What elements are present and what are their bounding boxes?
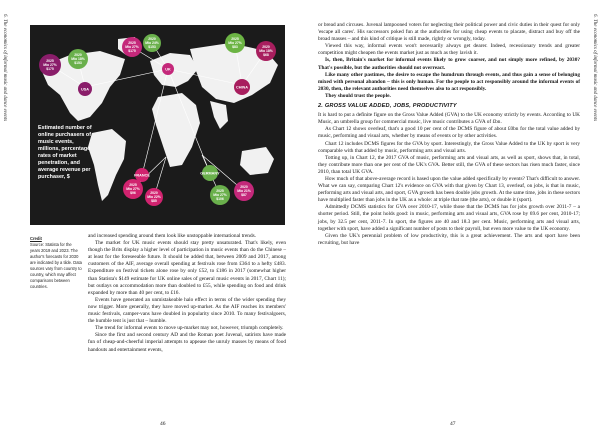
china-2025-year: 2025 [231, 37, 239, 41]
paragraph: Events have generated an unmistakeable halo effect in terms of the wider spending they now trigger. More generally, they have moved up-market. As the AIF reaches its members' music festivals, camper-vans have doubled in popularity since 2010. To many festivalgoers, the humble tent is just that – humble. [88, 296, 286, 325]
germany-2020-revenue: $87 [241, 193, 247, 197]
germany-2020-year: 2020 [240, 185, 248, 189]
uk-2020-year: 2020 [148, 37, 156, 41]
paragraph-bold: Is, then, Britain's market for informal events likely to grow coarser, and not simply more refined, by 2030? That's possible, but the authorities should not overreact. [318, 57, 580, 71]
paragraph: The market for UK music events should stay pretty unsaturated. That's likely, even though the Brits display a higher level of participation in music events than do the Chinese – at least for the foreseeable future. It should be added that, between 2009 and 2017, among customers of the AIF, average overall spending at festivals rose from £364 to a hefty £483. Expenditure on festival tickets alone rose by only £52, to £186 in 2017 (somewhat higher than Statista's $149 estimate for UK online sales of general music events in 2017, Chart 11); but outlays on accommodation more than doubled to £55, while spending on food and drink expanded by more than 40 per cent, to £16. [88, 240, 286, 296]
germany-country-label: GERMANY [200, 171, 220, 176]
paragraph: Since the first and second century AD and the Roman poet Juvenal, satirists have made fun of cheap-and-cheerful imperial attempts to appease the unruly masses by means of food handouts and entertainment events, [88, 332, 286, 353]
china-2020-revenue: $68 [263, 53, 269, 57]
france-2020-year: 2020 [150, 191, 158, 195]
page-number-left: 46 [160, 421, 166, 427]
page-number-right: 47 [450, 421, 456, 427]
uk-2025-revenue: $175 [128, 49, 136, 53]
germany-2025-year: 2025 [216, 189, 224, 193]
china-country-label: CHINA [235, 85, 249, 90]
world-map-infographic [30, 25, 285, 225]
us-2025-year: 2025 [46, 59, 54, 63]
china-2025-revenue: $83 [232, 45, 238, 49]
china-2020-rate: Mio 18% [259, 49, 273, 53]
germany-2025-revenue: $106 [216, 197, 224, 201]
uk-2025-year: 2025 [128, 41, 136, 45]
paragraph: or bread and circuses. Juvenal lampooned voters for neglecting their political power and civic duties in their quest for only 'escape all cares'. His successors poked fun at the authorities for using cheap events to placate, distract and buy off the broad masses – and this kind of critique is still made, rightly or wrongly, today. [318, 22, 580, 43]
paragraph: Chart 12 includes DCMS figures for the GVA by sport. Interestingly, the Gross Value Added to the UK by sport is very comparable with that added by music, performing arts and visual arts. [318, 140, 580, 154]
china-2020-year: 2020 [262, 45, 270, 49]
running-head-left: 6. The economics of informal music and dance events [2, 14, 7, 122]
france-country-label: FRANCE [134, 173, 150, 178]
running-head-right: 6. The economics of informal music and dance events [592, 14, 597, 122]
paragraph-bold: They should trust the people. [325, 92, 391, 99]
credit-label: Credit [30, 236, 42, 241]
paragraph: and increased spending around them look like unstoppable international trends. [88, 233, 256, 239]
paragraph: As Chart 12 shows overleaf, that's a good 10 per cent of the DCMS figure of about £0bn for the total value added by music, performing and visual arts, whether by means of events or by other activities. [318, 126, 580, 140]
uk-2020-rate: Mio 24% [145, 41, 159, 45]
germany-2020-rate: Mio 21% [237, 189, 251, 193]
us-2020-year: 2020 [74, 53, 82, 57]
right-body-column [318, 22, 580, 247]
us-2025-revenue: $175 [46, 67, 54, 71]
credit-text: Source: Statista for the years 2019 and 2023. The author's forecasts for 2030 are indicated by a tilde. Data sources vary from country to country, which may affect comparisons between countries. [30, 242, 82, 289]
section-heading: 2. GROSS VALUE ADDED, JOBS, PRODUCTIVITY [318, 103, 457, 110]
paragraph: Viewed this way, informal events won't necessarily always get dearer. Indeed, recessionary trends and greater competition might cheapen the events market just as much as they lavish it. [318, 43, 580, 57]
paragraph: Given the UK's perennial problem of low productivity, this is a great achievement. The arts and sport have been recruiting, but have [318, 232, 580, 246]
france-2025-rate: Mio 27% [126, 187, 140, 191]
left-body-column [88, 233, 286, 354]
chart-credit [30, 236, 82, 290]
france-2020-revenue: $85 [151, 199, 157, 203]
france-2020-rate: Mio 22% [147, 195, 161, 199]
paragraph: Admittedly DCMS statistics for GVA over 2010-17, while those that the DCMS has for jobs growth over 2011-7 – a shorter period. Still, the point holds good: in music, performing arts and visual arts, GVA rose by 69.6 per cent, 2010-17; jobs, by 32.5 per cent, 2011-7. In sport, the figures are 40 and 18.3 per cent. Music, performing arts and visual arts, together with sport, have added a significant number of posts to their payroll, but even more value to the UK economy. [318, 204, 580, 232]
france-2025-year: 2025 [129, 183, 137, 187]
us-country-label: USA [80, 87, 90, 92]
paragraph-bold: Like many other pastimes, the desire to escape the humdrum through events, and thus gain a sense of belonging mixed with personal abandon – this is only human. For the people to act responsibly around the informal events of 2030, then, the relevant authorities need themselves also to act responsibly. [318, 71, 580, 92]
germany-2025-rate: Mio 27% [213, 193, 227, 197]
us-2025-rate: Mio 27% [43, 63, 57, 67]
paragraph: How much of that above-average record is based upon the value added specifically by events? That's difficult to answer. What we can say, comparing Chart 12's evidence on GVA with that given by Chart 13, overleaf, on jobs, is that in music, performing arts and visual arts, and sport, GVA growth has been double jobs growth. At the same time, jobs in these sectors have multiplied faster than jobs in the UK as a whole: at triple that rate (the arts), or double it (sport). [318, 175, 580, 204]
uk-2020-revenue: $153 [148, 45, 156, 49]
uk-country-label: UK [165, 67, 171, 72]
china-2025-rate: Mio 27% [228, 41, 242, 45]
us-2020-rate: Mio 18% [71, 57, 85, 61]
paragraph: It is hard to put a definite figure on the Gross Value Added (GVA) to the UK economy strictly by events. According to UK Music, an umbrella group for commercial music, live music contributes a GVA of £bn. [318, 112, 580, 126]
paragraph: Totting up, in Chart 12, the 2017 GVA of music, performing arts and visual arts, as well as sport, shows that, in total, they contribute more than one per cent of the UK's GVA. Better still, the GVA of these sectors has risen much faster, since 2010, than total UK GVA. [318, 154, 580, 175]
map-caption: Estimated number of online purchasers of music events, millions, percentage rates of market penetration, and average revenue per purchaser, $ [38, 125, 92, 180]
uk-2025-rate: Mio 27% [125, 45, 139, 49]
france-2025-revenue: $96 [130, 191, 136, 195]
paragraph: The trend for informal events to move up-market may not, however, triumph completely. [95, 325, 284, 332]
us-2020-revenue: $153 [74, 61, 82, 65]
